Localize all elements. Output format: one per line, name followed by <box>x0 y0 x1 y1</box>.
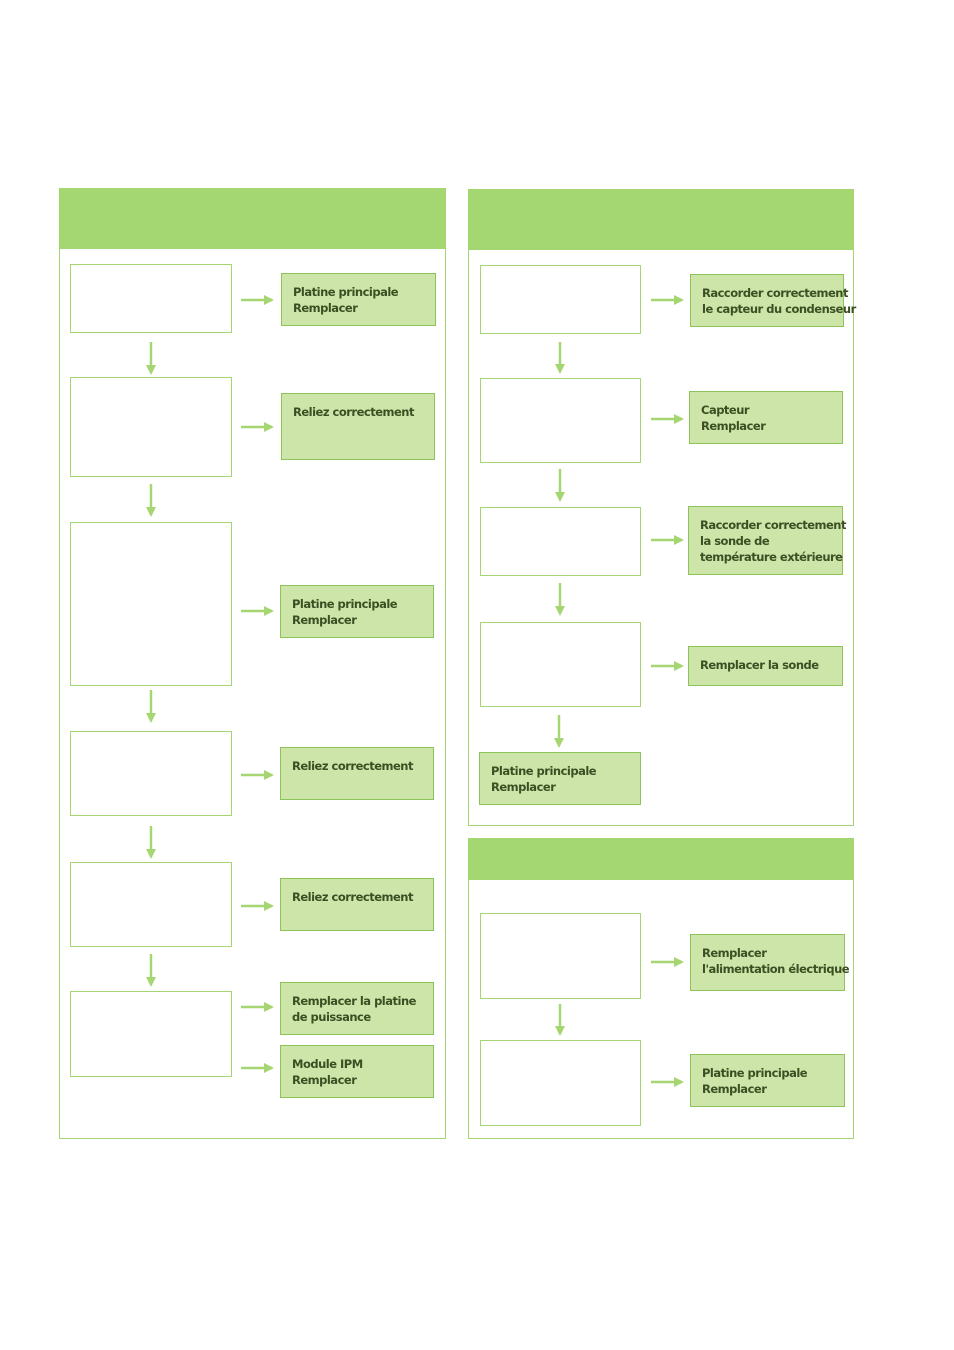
action-text-line: Capteur <box>701 403 750 417</box>
action-text-line: Raccorder correctement <box>700 518 846 532</box>
action-text-line: Platine principale <box>293 285 399 299</box>
action-text-line: Remplacer <box>702 946 767 960</box>
action-text-line: Raccorder correctement <box>702 286 848 300</box>
action-text-line: Platine principale <box>292 597 398 611</box>
action-text-line: Remplacer la platine <box>292 994 416 1008</box>
action-text-line: Reliez correctement <box>292 890 413 904</box>
action-text-line: le capteur du condenseur <box>702 302 856 316</box>
action-text-line: Platine principale <box>702 1066 808 1080</box>
action-text-line: Reliez correctement <box>293 405 414 419</box>
action-text-line: de puissance <box>292 1010 371 1024</box>
action-text-line: l'alimentation électrique <box>702 962 850 976</box>
action-text-line: Remplacer <box>701 419 766 433</box>
action-text-line: Remplacer la sonde <box>700 658 819 672</box>
action-text-line: Platine principale <box>491 764 597 778</box>
action-text-line: Remplacer <box>293 301 358 315</box>
action-text-line: Remplacer <box>702 1082 767 1096</box>
action-text-line: Reliez correctement <box>292 759 413 773</box>
action-text-line: température extérieure <box>700 550 843 564</box>
action-text-line: la sonde de <box>700 534 770 548</box>
action-text-line: Remplacer <box>292 1073 357 1087</box>
action-text-line: Remplacer <box>491 780 556 794</box>
action-text-line: Remplacer <box>292 613 357 627</box>
action-text-line: Module IPM <box>292 1057 363 1071</box>
